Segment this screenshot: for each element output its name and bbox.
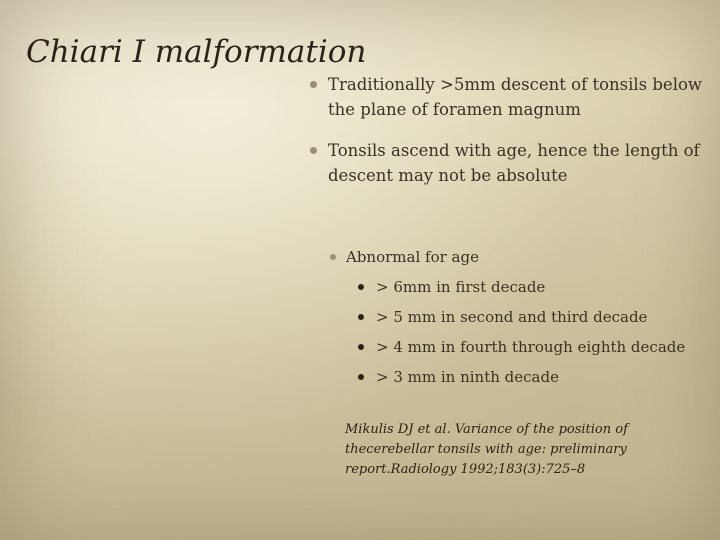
bullet-text: Traditionally >5mm descent of tonsils below the plane of foramen magnum: [328, 75, 703, 119]
sub-heading-text: Abnormal for age: [346, 248, 479, 266]
sub-item: [358, 306, 710, 328]
sub-item: [358, 336, 710, 358]
sub-item: [358, 366, 710, 388]
main-bullet-list: [310, 72, 710, 204]
bullet-text: Tonsils ascend with age, hence the length of descent may not be absolute: [328, 141, 700, 185]
slide-title: Chiari I malformation: [26, 34, 367, 70]
citation-text: Mikulis DJ et al. Variance of the position of thecerebellar tonsils with age: preliminary report.Radiology 1992;183(3):725–8: [345, 422, 628, 477]
bullet-dot-icon: [330, 254, 336, 260]
sub-item-text: > 5 mm in second and third decade: [376, 308, 648, 326]
bullet-dot-icon: [310, 81, 317, 88]
sub-sub-list: [358, 276, 710, 388]
sub-item: [358, 276, 710, 298]
sub-item-text: > 4 mm in fourth through eighth decade: [376, 338, 686, 356]
bullet-dot-icon: [358, 314, 364, 320]
bullet-dot-icon: [358, 374, 364, 380]
bullet-item: [310, 138, 710, 188]
bullet-dot-icon: [358, 344, 364, 350]
bullet-dot-icon: [358, 284, 364, 290]
sub-item-text: > 3 mm in ninth decade: [376, 368, 559, 386]
sub-bullet-section: [330, 246, 710, 396]
bullet-item: [310, 72, 710, 122]
sub-heading-item: [330, 246, 710, 268]
bullet-dot-icon: [310, 147, 317, 154]
sub-item-text: > 6mm in first decade: [376, 278, 546, 296]
